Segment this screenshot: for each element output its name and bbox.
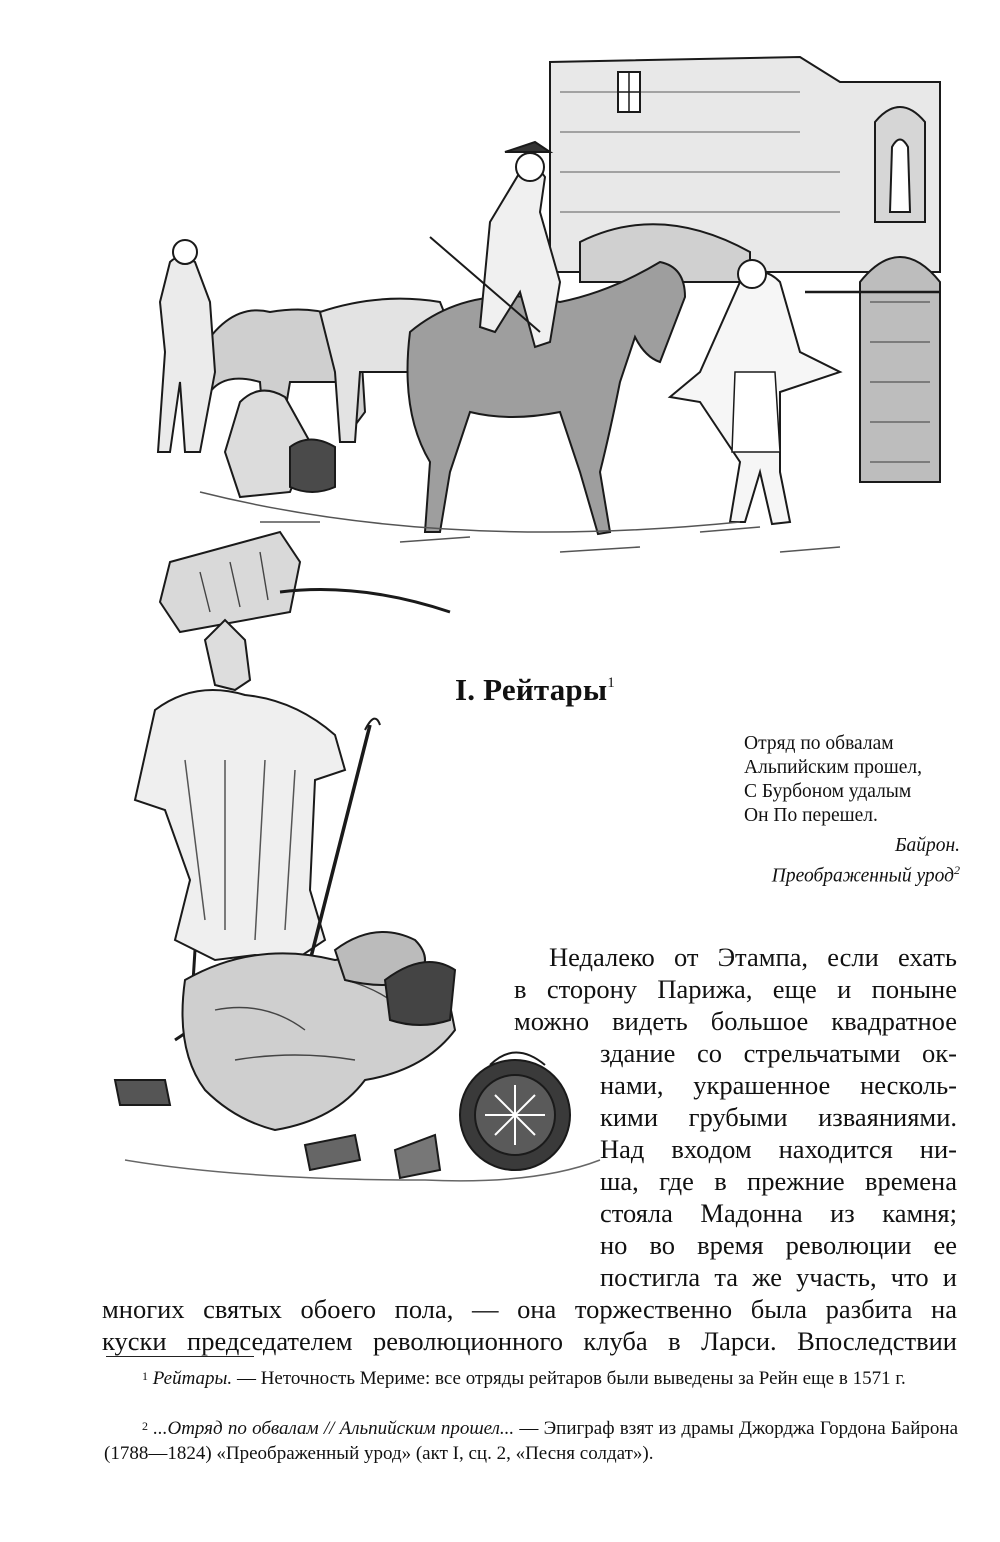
body-text-line: многих святых обоего пола, — она торжественно была разбита на: [102, 1294, 957, 1324]
body-text-line: но во время революции ее: [600, 1230, 957, 1260]
body-text-line: здание со стрельчатыми ок-: [600, 1038, 957, 1068]
body-text-line: в сторону Парижа, еще и поныне: [514, 974, 957, 1004]
epigraph-line: Отряд по обвалам: [744, 733, 894, 754]
epigraph-line: С Бурбоном удалым: [744, 781, 912, 802]
body-text-line: Над входом находится ни-: [600, 1134, 957, 1164]
footnote-2: [104, 1416, 958, 1466]
body-text-line: Недалеко от Этампа, если ехать: [549, 942, 957, 972]
illustration-bottom: [95, 560, 608, 1200]
body-text-line: кими грубыми изваяниями.: [600, 1102, 957, 1132]
chapter-title: [455, 672, 615, 708]
footnote-1: [104, 1366, 958, 1391]
epigraph: [744, 732, 960, 889]
body-text-line: ша, где в прежние времена: [600, 1166, 957, 1196]
body-text-line: нами, украшенное несколь-: [600, 1070, 957, 1100]
footnote-reference: ...Отряд по обвалам // Альпийским прошел...: [153, 1418, 515, 1439]
chapter-name: Рейтары: [483, 672, 608, 707]
body-text-line: постигла та же участь, что и: [600, 1262, 957, 1292]
chapter-number: I.: [455, 672, 476, 707]
body-text-line: куски председателем революционного клуба в Ларси. Впоследствии: [102, 1326, 957, 1356]
footnote-ref-2[interactable]: 2: [954, 863, 960, 877]
epigraph-source: [744, 858, 960, 889]
epigraph-author: Байрон.: [894, 835, 960, 856]
footnote-number: 2: [142, 1419, 148, 1433]
epigraph-line: Он По перешел.: [744, 805, 878, 826]
body-text-line: можно видеть большое квадратное: [514, 1006, 957, 1036]
epigraph-work: Преображенный урод: [771, 865, 954, 887]
footnote-number: 1: [142, 1369, 148, 1383]
footnote-ref-1[interactable]: 1: [607, 675, 615, 691]
footnotes-divider: [106, 1356, 254, 1357]
epigraph-line: Альпийским прошел,: [744, 757, 923, 778]
footnote-text: — Неточность Мериме: все отряды рейтаров были выведены за Рейн еще в 1571 г.: [232, 1368, 906, 1389]
footnote-text: — Эпиграф взят из драмы Джорджа Гордона Байрона (1788—1824) «Преображенный урод» (акт I, сц. 2, «Песня солдат»).: [104, 1418, 958, 1464]
body-text-line: стояла Мадонна из камня;: [600, 1198, 957, 1228]
footnote-reference: Рейтары.: [152, 1368, 233, 1389]
